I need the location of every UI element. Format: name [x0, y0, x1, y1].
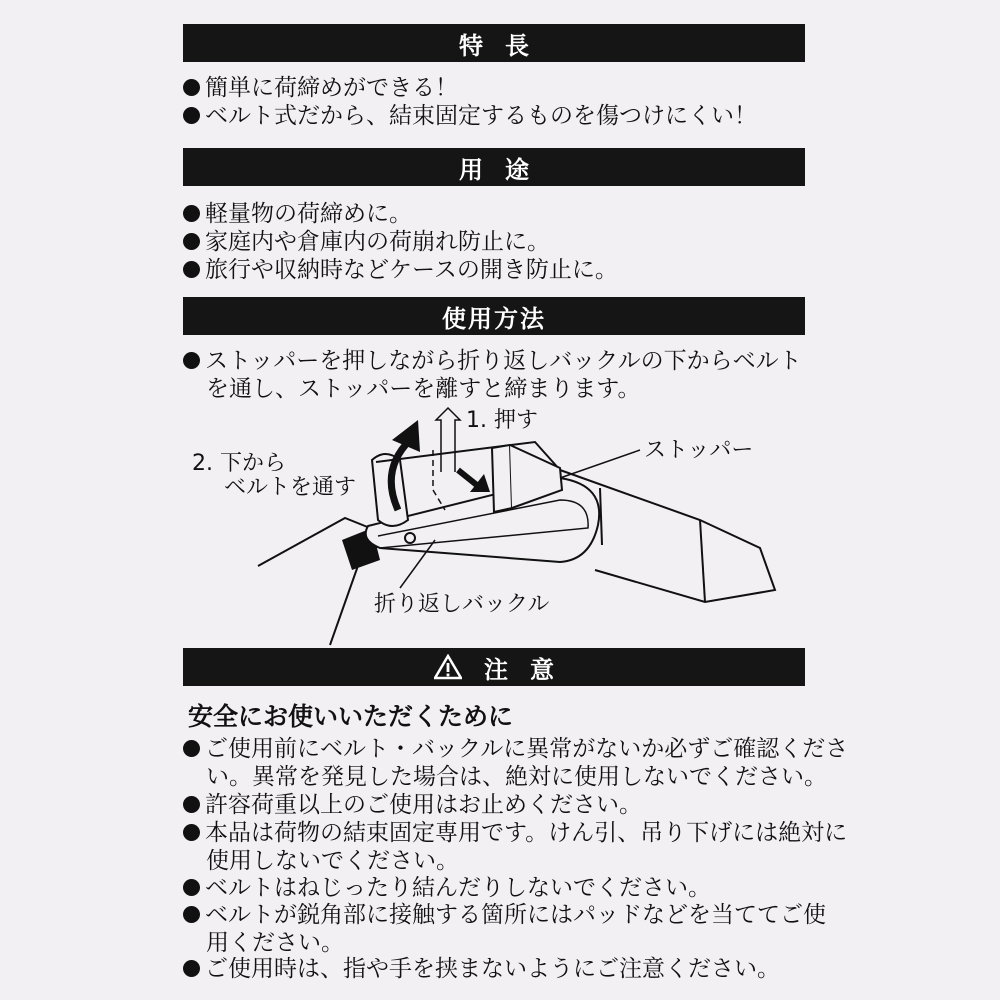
caution-item: ご使用前にベルト・バックルに異常がないか必ずご確認くださ	[183, 735, 848, 763]
caution-subtitle: 安全にお使いいただくために	[188, 702, 514, 731]
stopper	[492, 445, 512, 512]
caution-header	[183, 648, 805, 686]
features-item: ベルト式だから、結束固定するものを傷つけにくい！	[183, 102, 757, 130]
push-arrow-icon	[436, 408, 460, 472]
bullet-icon	[183, 879, 200, 896]
diagram-label-through-2: ベルトを通す	[224, 475, 357, 500]
features-item: 簡単に荷締めができる！	[183, 74, 458, 102]
stopper-arrow-icon	[458, 470, 478, 486]
caution-title: 注意	[484, 655, 576, 684]
features-title: 特長	[459, 31, 551, 60]
warning-icon	[434, 654, 462, 680]
diagram-label-buckle: 折り返しバックル	[374, 592, 550, 617]
caution-item: 本品は荷物の結束固定専用です。けん引、吊り下げには絶対に	[183, 819, 847, 847]
diagram-label-push: 1. 押す	[466, 408, 538, 433]
bullet-icon	[183, 960, 200, 977]
bullet-icon	[183, 740, 200, 757]
diagram-label-stopper: ストッパー	[644, 438, 754, 463]
caution-item: 許容荷重以上のご使用はお止めください。	[183, 791, 642, 819]
howto-text-line2: を通し、ストッパーを離すと締まります。	[206, 376, 641, 402]
belt-left-edge	[330, 560, 360, 645]
diagram-label-through-1: 2. 下から	[192, 451, 286, 476]
caution-item: ご使用時は、指や手を挟まないようにご注意ください。	[183, 955, 780, 983]
bullet-icon	[183, 796, 200, 813]
bullet-icon	[183, 906, 200, 923]
howto-title: 使用方法	[442, 304, 546, 333]
uses-item: 軽量物の荷締めに。	[183, 200, 412, 228]
caution-item-cont: 用ください。	[206, 930, 344, 956]
caution-item: ベルトはねじったり結んだりしないでください。	[183, 874, 711, 902]
uses-item: 旅行や収納時などケースの開き防止に。	[183, 256, 618, 284]
uses-item: 家庭内や倉庫内の荷崩れ防止に。	[183, 228, 550, 256]
bullet-icon	[183, 824, 200, 841]
caution-item-cont: い。異常を発見した場合は、絶対に使用しないでください。	[206, 764, 827, 790]
uses-title: 用途	[459, 155, 551, 184]
stopper-leader-line	[560, 450, 640, 478]
belt-right-edge	[700, 520, 705, 602]
caution-item-cont: 使用しないでください。	[206, 848, 459, 874]
howto-text-line1: ストッパーを押しながら折り返しバックルの下からベルト	[183, 347, 802, 375]
caution-item: ベルトが鋭角部に接触する箇所にはパッドなどを当ててご使	[183, 901, 826, 929]
